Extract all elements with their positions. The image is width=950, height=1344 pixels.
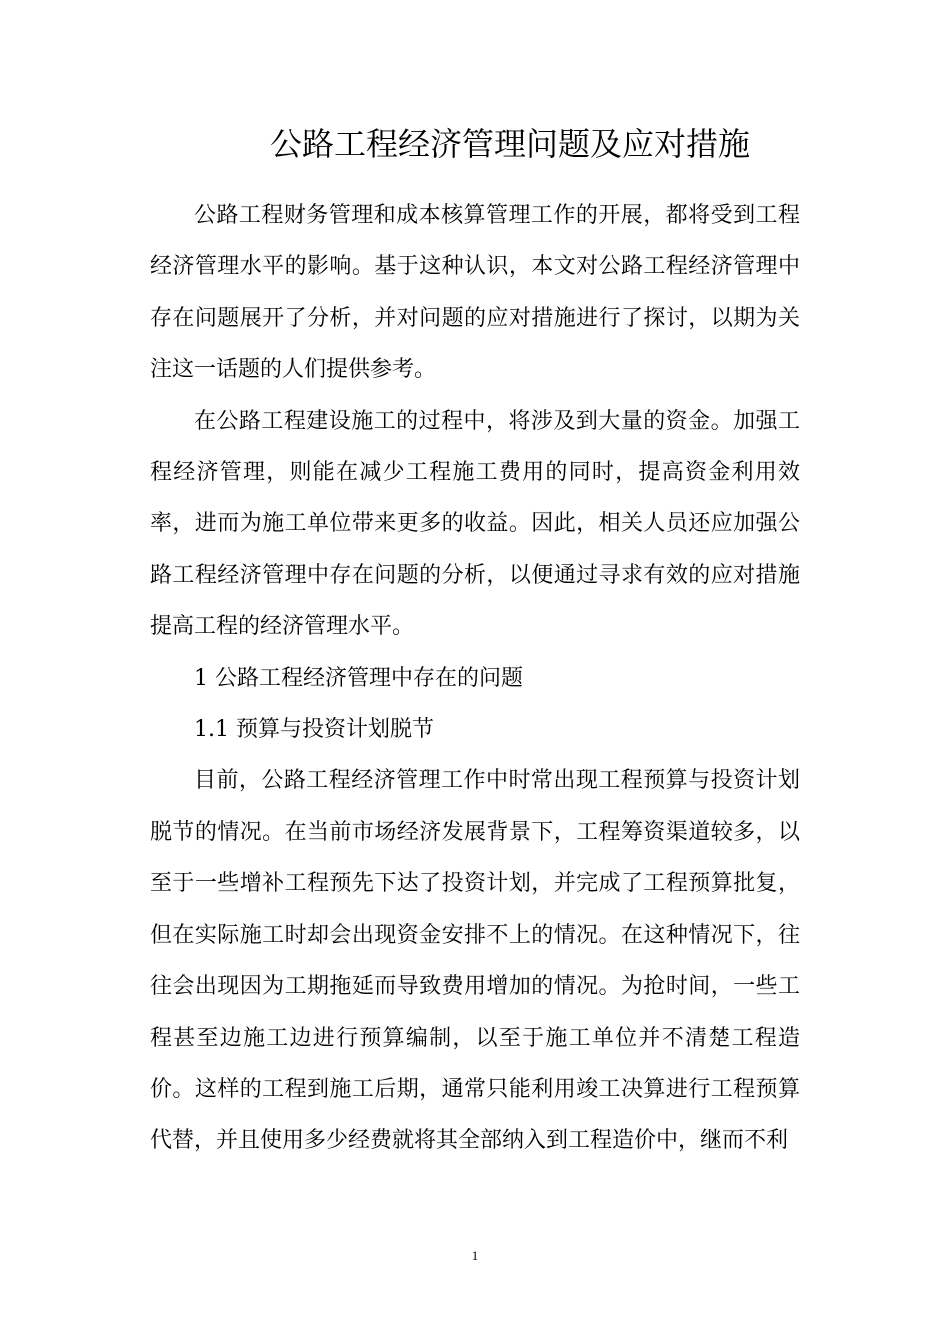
document-title: 公路工程经济管理问题及应对措施	[269, 125, 750, 163]
section-1-1-paragraph: 目前，公路工程经济管理工作中时常出现工程预算与投资计划脱节的情况。在当前市场经济发展背景下，工程筹资渠道较多，以至于一些增补工程预先下达了投资计划，并完成了工程预算批复，但在实际施工时却会出现资金安排不上的情况。在这种情况下，往往会出现因为工期拖延而导致费用增加的情况。为抢时间，一些工程甚至边施工边进行预算编制，以至于施工单位并不清楚工程造价。这样的工程到施工后期，通常只能利用竣工决算进行工程预算代替，并且使用多少经费就将其全部纳入到工程造价中，继而不利	[150, 768, 800, 1154]
background-paragraph: 在公路工程建设施工的过程中，将涉及到大量的资金。加强工程经济管理，则能在减少工程施工费用的同时，提高资金利用效率，进而为施工单位带来更多的收益。因此，相关人员还应加强公路工程经济管理中存在问题的分析，以便通过寻求有效的应对措施提高工程的经济管理水平。	[150, 408, 800, 640]
section-1-1-title: 预算与投资计划脱节	[236, 717, 435, 743]
section-1-title: 公路工程经济管理中存在的问题	[215, 665, 524, 691]
page-number: 1	[471, 1248, 479, 1263]
section-1-1-number: 1.1	[194, 717, 229, 743]
section-1-number: 1	[194, 665, 208, 691]
section-1-heading	[150, 653, 800, 704]
intro-paragraph: 公路工程财务管理和成本核算管理工作的开展，都将受到工程经济管理水平的影响。基于这种认识，本文对公路工程经济管理中存在问题展开了分析，并对问题的应对措施进行了探讨，以期为关注这一话题的人们提供参考。	[150, 203, 800, 383]
section-1-1-heading	[150, 704, 800, 755]
document-body	[150, 190, 800, 1167]
